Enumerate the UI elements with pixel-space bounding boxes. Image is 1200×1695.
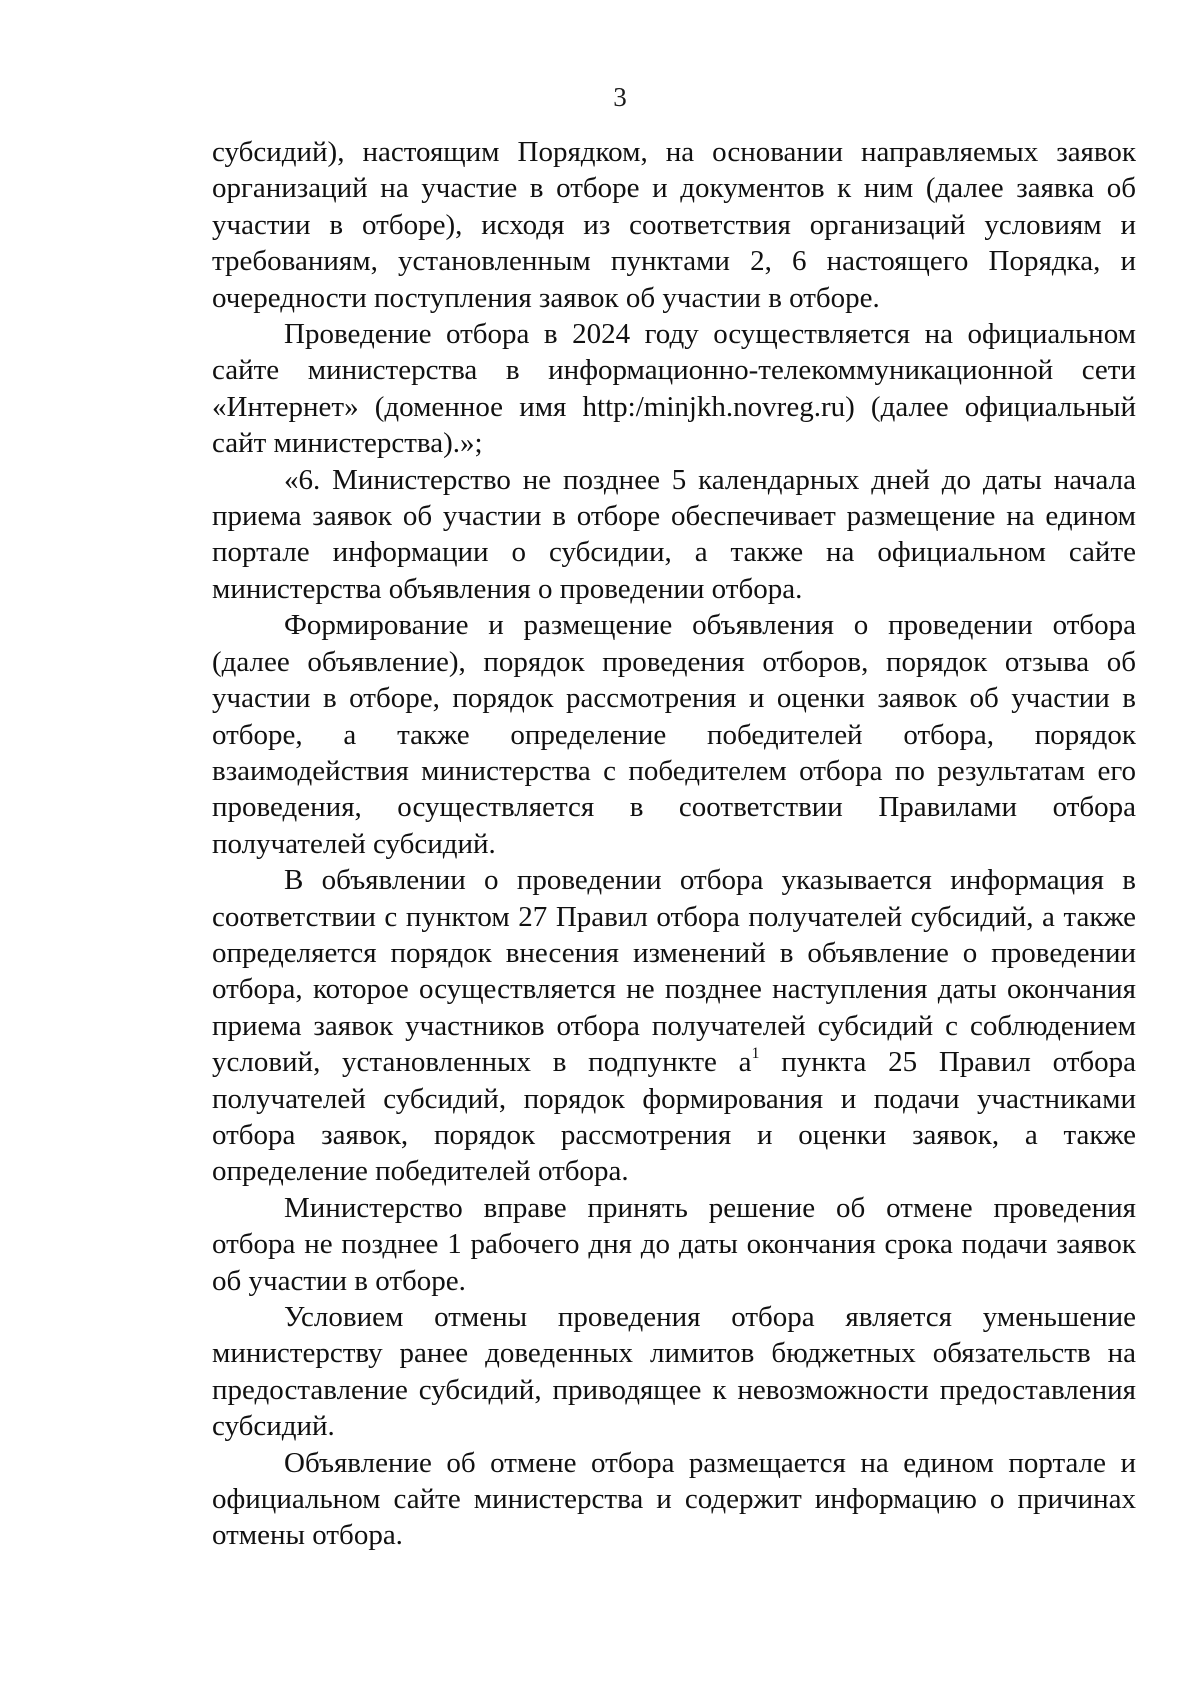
paragraph-selection-website: Проведение отбора в 2024 году осуществляется на официальном сайте министерства в информационно-телекоммуникационной сети «Интернет» (доменное имя http:/minjkh.novreg.ru) (далее официальный сайт министерства).»; xyxy=(212,318,1136,460)
paragraph-announcement-content-part1: В объявлении о проведении отбора указывается информация в соответствии с пунктом 27 Правил отбора получателей субсидий, а также определяется порядок внесения изменений в объявление о проведении отбора, которое осуществляется не позднее наступления даты окончания приема заявок участников отбора получателей субсидий с соблюдением условий, установленных в подпункте а xyxy=(212,864,1136,1079)
paragraph-cancel-announcement: Объявление об отмене отбора размещается на едином портале и официальном сайте министерства и содержит информацию о причинах отмены отбора. xyxy=(212,1446,1136,1552)
document-body xyxy=(212,134,1136,1554)
page-number: 3 xyxy=(613,82,627,112)
paragraph-announcement-content-part2: пункта 25 Правил отбора получателей субсидий, порядок формирования и подачи участниками отбора заявок, порядок рассмотрения и оценки заявок, а также определение победителей отбора. xyxy=(212,1046,1136,1188)
paragraph-cancel-condition: Условием отмены проведения отбора является уменьшение министерству ранее доведенных лимитов бюджетных обязательств на предоставление субсидий, приводящее к невозможности предоставления субсидий. xyxy=(212,1301,1136,1443)
paragraph-subsidy-basis: субсидий), настоящим Порядком, на основании направляемых заявок организаций на участие в отборе и документов к ним (далее заявка об участии в отборе), исходя из соответствия организаций условиям и требованиям, установленным пунктами 2, 6 настоящего Порядка, и очередности поступления заявок об участии в отборе. xyxy=(212,136,1136,314)
paragraph-announcement-content xyxy=(212,862,1136,1190)
paragraph-announcement-procedure: Формирование и размещение объявления о проведении отбора (далее объявление), порядок проведения отборов, порядок отзыва об участии в отборе, порядок рассмотрения и оценки заявок об участии в отборе, а также определение победителей отбора, порядок взаимодействия министерства с победителем отбора по результатам его проведения, осуществляется в соответствии Правилами отбора получателей субсидий. xyxy=(212,609,1136,860)
paragraph-cancel-right: Министерство вправе принять решение об отмене проведения отбора не позднее 1 рабочего дня до даты окончания срока подачи заявок об участии в отборе. xyxy=(212,1191,1136,1297)
paragraph-item-6-announcement: «6. Министерство не позднее 5 календарных дней до даты начала приема заявок об участии в отборе обеспечивает размещение на едином портале информации о субсидии, а также на официальном сайте министерства объявления о проведении отбора. xyxy=(212,463,1136,605)
superscript-1: 1 xyxy=(751,1045,760,1063)
